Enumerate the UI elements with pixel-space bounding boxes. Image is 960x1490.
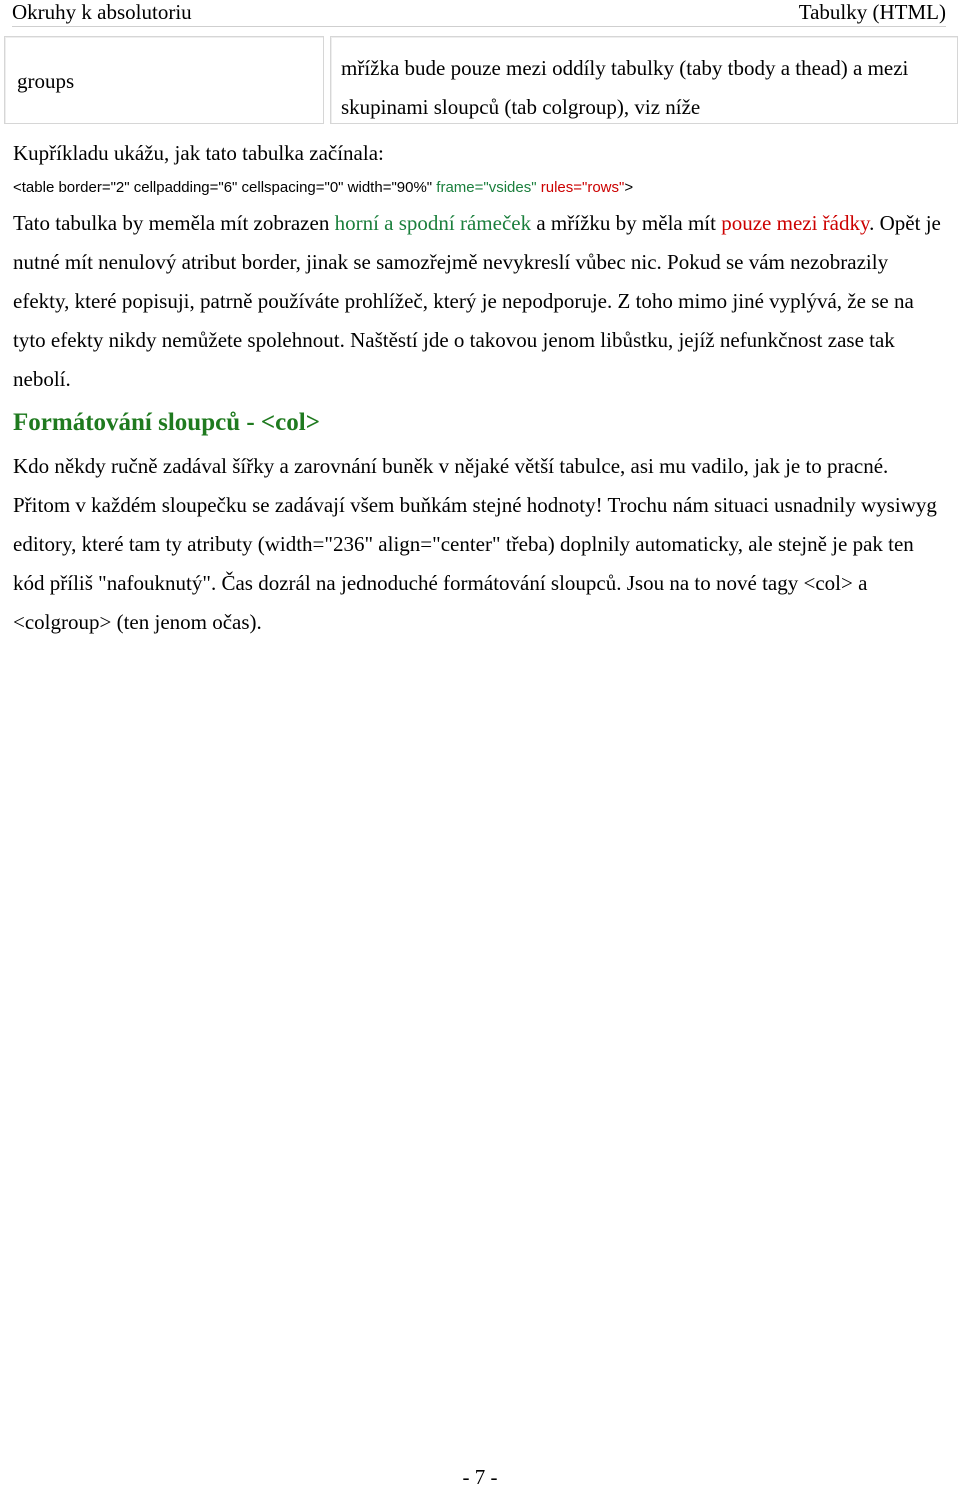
- header-course-title: Okruhy k absolutoriu: [12, 0, 192, 24]
- code-frame-attr: frame="vsides": [436, 179, 537, 196]
- p1-text-1: Tato tabulka by meměla mít zobrazen: [13, 211, 335, 235]
- code-example: [13, 178, 633, 198]
- cell-description-text: mřížka bude pouze mezi oddíly tabulky (taby tbody a thead) a mezi skupinami sloupců (tab colgroup), viz níže: [341, 56, 909, 119]
- page-header: [12, 0, 946, 27]
- code-part-main: <table border="2" cellpadding="6" cellspacing="0" width="90%": [13, 179, 437, 196]
- page-number: - 7 -: [462, 1465, 498, 1489]
- paragraph-frames: [13, 204, 948, 399]
- p1-highlight-frame: horní a spodní rámeček: [334, 211, 532, 235]
- header-chapter-title: Tabulky (HTML): [798, 0, 946, 24]
- p1-highlight-rows: pouze mezi řádky: [721, 211, 870, 235]
- intro-text: Kupříkladu ukážu, jak tato tabulka začínala:: [13, 141, 384, 165]
- section-heading: Formátování sloupců - <col>: [13, 409, 320, 436]
- table-cell-key: [4, 36, 324, 124]
- p1-text-2: a mřížku by měla mít: [531, 211, 722, 235]
- code-end: >: [624, 179, 634, 196]
- code-rules-attr: rules="rows": [540, 179, 625, 196]
- cell-key-text: groups: [17, 69, 75, 93]
- attribute-table: [2, 36, 958, 128]
- p1-text-3: . Opět je nutné mít nenulový atribut border, jinak se samozřejmě nevykreslí vůbec nic. Pokud se vám nezobrazily efekty, které popisuji, patrně používáte prohlížeč, který je nepodporuje. Z toho mimo jiné vyplývá, že se na tyto efekty nikdy nemůžete spolehnout. Naštěstí jde o takovou jenom libůstku, jejíž nefunkčnost zase tak nebolí.: [13, 211, 941, 391]
- paragraph-columns: Kdo někdy ručně zadával šířky a zarovnání buněk v nějaké větší tabulce, asi mu vadilo, jak je to pracné. Přitom v každém sloupečku se zadávají všem buňkám stejné hodnoty! Trochu nám situaci usnadnily wysiwyg editory, které tam ty atributy (width="236" align="center" třeba) doplnily automaticky, ale stejně je pak ten kód příliš "nafouknutý". Čas dozrál na jednoduché formátování sloupců. Jsou na to nové tagy <col> a <colgroup> (ten jenom očas).: [13, 454, 937, 634]
- table-cell-description: [330, 36, 958, 124]
